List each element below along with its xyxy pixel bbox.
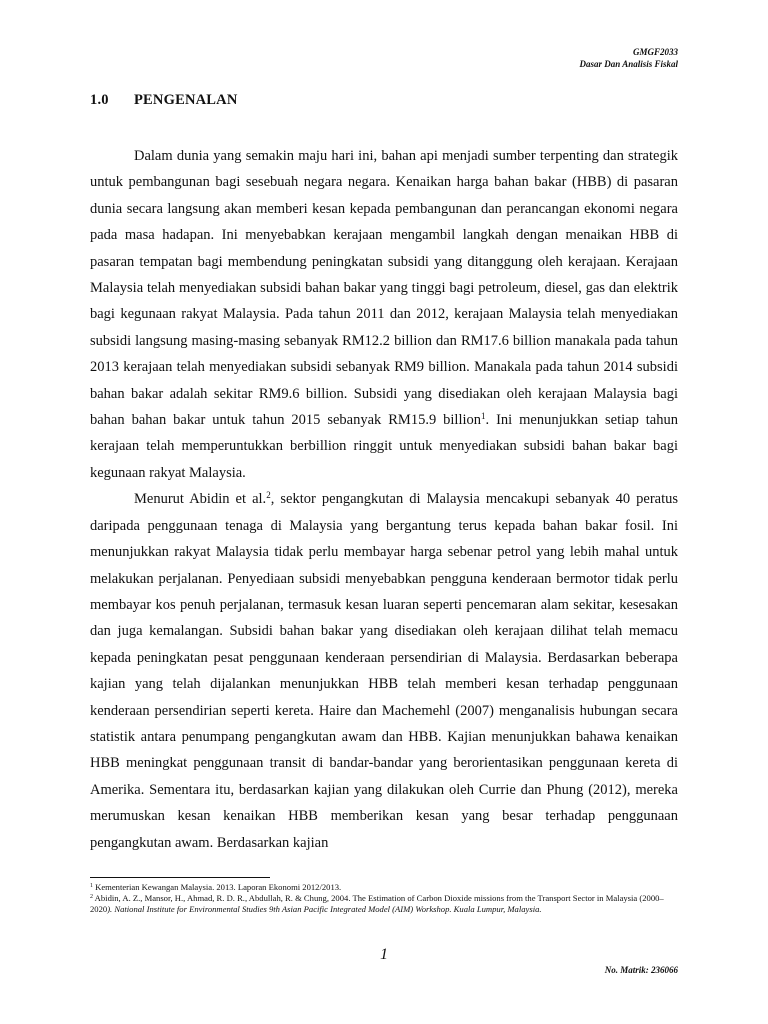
paragraph-2-text-cont: , sektor pengangkutan di Malaysia mencakupi sebanyak 40 peratus daripada penggunaan tenaga di Malaysia yang bergantung terus kepada bahan bakar fosil. Ini menunjukkan rakyat Malaysia tidak perlu membayar harga sebenar petrol yang lebih mahal untuk melakukan perjalanan. Penyediaan subsidi menyebabkan pengguna kenderaan bermotor tidak perlu membayar kos penuh perjalanan, termasuk kesan luaran seperti pencemaran alam sekitar, kesesakan dan juga kemalangan. Subsidi bahan bakar yang disediakan oleh kerajaan dilihat telah memacu kepada peningkatan pesat penggunaan kenderaan persendirian di Malaysia. Berdasarkan beberapa kajian yang telah dijalankan menunjukkan HBB telah memberi kesan terhadap penggunaan kenderaan persendirian seperti kereta. Haire dan Machemehl (2007) menganalisis hubungan secara statistik antara penumpang pengangkutan awam dan HBB. Kajian menunjukkan bahawa kenaikan HBB meningkat penggunaan transit di bandar-bandar yang berorientasikan penggunaan kereta di Amerika. Sementara itu, berdasarkan kajian yang dilakukan oleh Currie dan Phung (2012), mereka merumuskan kesan kenaikan HBB memberikan kesan yang besar terhadap penggunaan pengangkutan awam. Berdasarkan kajian xyxy=(90,491,679,851)
course-code: GMGF2033 xyxy=(632,47,678,57)
section-number: 1.0 xyxy=(90,92,109,108)
section-title: PENGENALAN xyxy=(134,92,238,108)
footnote-separator xyxy=(90,877,270,878)
footnote-marker: 1 xyxy=(90,883,93,889)
page-number: 1 xyxy=(380,946,388,963)
footnote-italic-text: ). National Institute for Environmental Studies 9th Asian Pacific Integrated Model (AIM) Workshop. Kuala Lumpur, Malaysia. xyxy=(107,903,542,914)
paragraph-2-text: Menurut Abidin et al. xyxy=(134,491,267,508)
course-title: Dasar Dan Analisis Fiskal xyxy=(579,59,678,69)
paragraph-1-text: Dalam dunia yang semakin maju hari ini, bahan api menjadi sumber terpenting dan strategik untuk pembangunan bagi sesebuah negara negara. Kenaikan harga bahan bakar (HBB) di pasaran dunia secara langsung akan memberi kesan kepada pembangunan dan perancangan ekonomi negara pada masa hadapan. Ini menyebabkan kerajaan mengambil langkah dengan menaikan HBB di pasaran tempatan bagi membendung peningkatan subsidi yang ditanggung oleh kerajaan. Kerajaan Malaysia telah menyediakan subsidi bahan bakar yang tinggi bagi petroleum, diesel, gas dan elektrik bagi kegunaan rakyat Malaysia. Pada tahun 2011 dan 2012, kerajaan Malaysia telah menyediakan subsidi langsung masing-masing sebanyak RM12.2 billion dan RM17.6 billion manakala pada tahun 2013 kerajaan telah menyediakan subsidi sebanyak RM9 billion. Manakala pada tahun 2014 subsidi bahan bakar adalah sekitar RM9.6 billion. Subsidi yang disediakan oleh kerajaan Malaysia bagi bahan bahan bakar untuk tahun 2015 sebanyak RM15.9 billion xyxy=(90,148,678,429)
body-text xyxy=(90,143,678,856)
paragraph-1-text-cont: . Ini menunjukkan setiap tahun kerajaan telah memperuntukkan berbillion ringgit untuk menyediakan subsidi bahan bakar bagi kegunaan rakyat Malaysia. xyxy=(90,412,678,481)
matric-number: No. Matrik: 236066 xyxy=(604,965,678,975)
footnote-text: Kementerian Kewangan Malaysia. 2013. Laporan Ekonomi 2012/2013. xyxy=(93,882,342,892)
footnote-ref-1: 1 xyxy=(481,411,486,422)
running-header xyxy=(580,46,678,70)
footnote-ref-2: 2 xyxy=(266,490,271,501)
footnote-marker: 2 xyxy=(90,893,93,900)
footnote-2 xyxy=(90,893,678,915)
paragraph-2 xyxy=(90,486,678,856)
footnote-1 xyxy=(90,882,678,893)
footnotes xyxy=(90,882,678,914)
footnote-text: Abidin, A. Z., Mansor, H., Ahmad, R. D. R., Abdullah, R. & Chung, 2004. The Estimation of Carbon Dioxide missions from the Transport Sector in Malaysia (2000–2020 xyxy=(90,892,664,914)
section-heading xyxy=(90,92,238,109)
paragraph-1 xyxy=(90,143,678,486)
